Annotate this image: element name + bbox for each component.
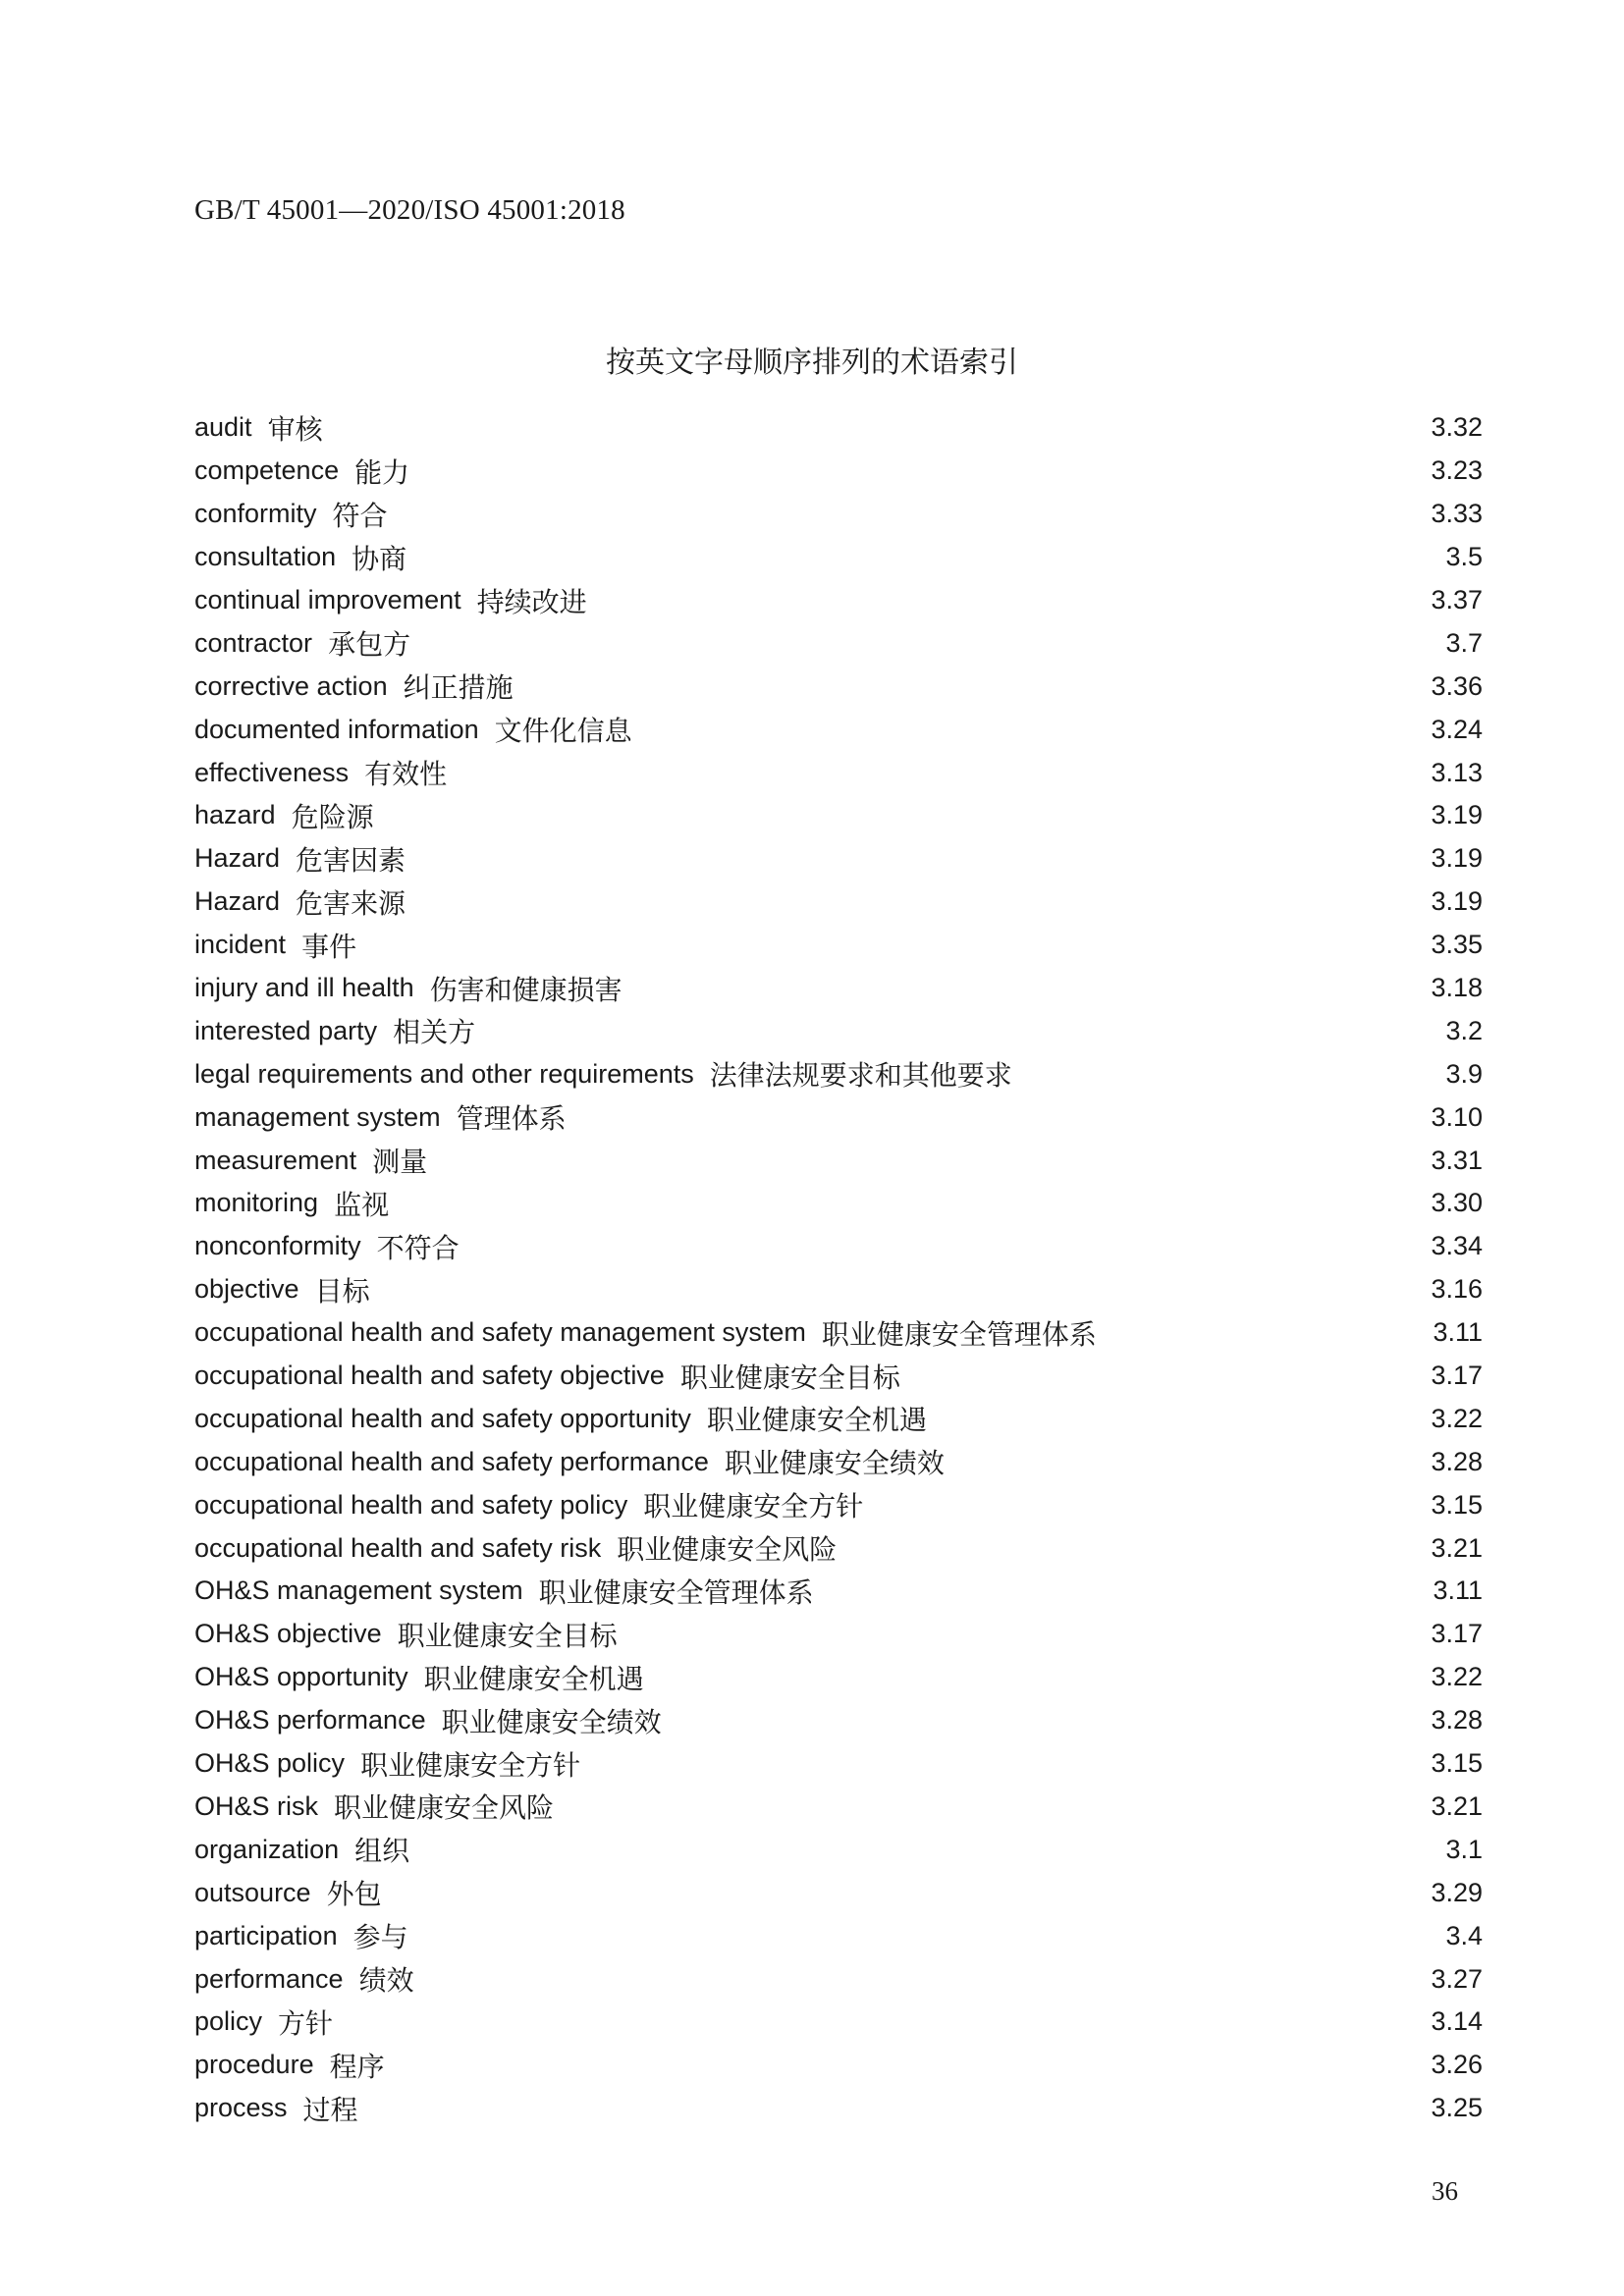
clause-reference: 3.19 xyxy=(1431,843,1483,874)
index-entry xyxy=(194,1397,1483,1440)
clause-reference: 3.21 xyxy=(1431,1532,1483,1563)
term-chinese: 监视 xyxy=(334,1188,390,1221)
page-number: 36 xyxy=(1432,2176,1458,2206)
index-entry xyxy=(194,1182,1483,1225)
index-entry-term xyxy=(194,1357,900,1396)
clause-reference: 3.37 xyxy=(1431,585,1483,614)
clause-reference: 3.35 xyxy=(1431,930,1483,960)
index-entry xyxy=(194,794,1483,837)
term-chinese: 协商 xyxy=(352,542,407,575)
clause-reference: 3.14 xyxy=(1431,2006,1483,2037)
term-english: OH&S objective xyxy=(194,1619,382,1649)
index-entry xyxy=(194,1742,1483,1786)
clause-reference: 3.25 xyxy=(1431,2093,1483,2123)
clause-reference: 3.22 xyxy=(1431,1662,1483,1692)
clause-reference: 3.15 xyxy=(1431,1489,1483,1520)
index-entry-term xyxy=(194,1270,370,1309)
clause-reference: 3.13 xyxy=(1431,757,1483,787)
clause-reference: 3.18 xyxy=(1431,973,1483,1003)
index-entry xyxy=(194,1570,1483,1613)
index-entry xyxy=(194,2001,1483,2044)
index-entry xyxy=(194,1699,1483,1742)
term-chinese: 外包 xyxy=(326,1878,382,1911)
term-english: occupational health and safety policy xyxy=(194,1489,628,1520)
term-english: consultation xyxy=(194,542,337,572)
term-english: competence xyxy=(194,455,340,486)
term-english: performance xyxy=(194,1963,344,1994)
term-english: occupational health and safety opportunity xyxy=(194,1403,691,1433)
clause-reference: 3.16 xyxy=(1431,1274,1483,1305)
index-entry xyxy=(194,1526,1483,1570)
term-english: Hazard xyxy=(194,886,281,917)
index-entry xyxy=(194,1828,1483,1871)
index-entry xyxy=(194,1656,1483,1699)
index-entry-term xyxy=(194,1399,927,1438)
index-entry-term xyxy=(194,1011,475,1050)
index-entry-term xyxy=(194,1054,1012,1094)
term-english: policy xyxy=(194,2006,263,2037)
index-entry xyxy=(194,1613,1483,1656)
term-chinese: 危害因素 xyxy=(296,843,406,877)
term-chinese: 过程 xyxy=(302,2093,358,2126)
term-english: occupational health and safety objective xyxy=(194,1361,665,1391)
index-entry-term xyxy=(194,1485,863,1524)
index-entry xyxy=(194,1268,1483,1311)
clause-reference: 3.4 xyxy=(1445,1920,1483,1950)
term-english: measurement xyxy=(194,1145,357,1175)
term-english: OH&S opportunity xyxy=(194,1662,408,1692)
term-chinese: 参与 xyxy=(352,1921,408,1954)
clause-reference: 3.5 xyxy=(1445,542,1483,572)
index-entry-term xyxy=(194,452,409,491)
term-chinese: 管理体系 xyxy=(456,1102,567,1136)
index-entry xyxy=(194,579,1483,622)
term-english: management system xyxy=(194,1101,441,1132)
index-entry-term xyxy=(194,408,323,448)
clause-reference: 3.34 xyxy=(1431,1231,1483,1261)
term-english: monitoring xyxy=(194,1188,319,1218)
index-entry xyxy=(194,837,1483,881)
index-entry-term xyxy=(194,882,406,922)
index-entry-term xyxy=(194,495,388,534)
index-entry xyxy=(194,2087,1483,2130)
index-entry-term xyxy=(194,2002,333,2042)
term-chinese: 程序 xyxy=(329,2050,385,2083)
index-entry xyxy=(194,751,1483,794)
clause-reference: 3.33 xyxy=(1431,499,1483,529)
index-entry-term xyxy=(194,1528,837,1568)
term-english: conformity xyxy=(194,499,317,529)
term-chinese: 职业健康安全机遇 xyxy=(423,1662,644,1695)
term-chinese: 职业健康安全风险 xyxy=(334,1791,555,1825)
term-english: organization xyxy=(194,1834,340,1864)
term-chinese: 职业健康安全目标 xyxy=(397,1619,618,1652)
index-entry xyxy=(194,621,1483,665)
clause-reference: 3.21 xyxy=(1431,1790,1483,1821)
index-entry xyxy=(194,1871,1483,1914)
term-chinese: 伤害和健康损害 xyxy=(429,973,623,1006)
clause-reference: 3.11 xyxy=(1433,1575,1483,1606)
term-chinese: 方针 xyxy=(278,2006,334,2040)
clause-reference: 3.26 xyxy=(1431,2050,1483,2080)
index-entry-term xyxy=(194,623,410,663)
term-english: occupational health and safety management system xyxy=(194,1317,806,1348)
clause-reference: 3.17 xyxy=(1431,1361,1483,1391)
clause-reference: 3.36 xyxy=(1431,670,1483,701)
index-entry-term xyxy=(194,2046,385,2085)
index-entry xyxy=(194,1355,1483,1398)
index-entry xyxy=(194,1914,1483,1957)
clause-reference: 3.7 xyxy=(1445,627,1483,658)
clause-reference: 3.23 xyxy=(1431,455,1483,486)
index-entry-term xyxy=(194,1744,580,1784)
term-chinese: 职业健康安全管理体系 xyxy=(538,1575,814,1609)
term-english: continual improvement xyxy=(194,585,461,614)
index-entry xyxy=(194,1483,1483,1526)
term-chinese: 相关方 xyxy=(393,1016,476,1049)
index-entry xyxy=(194,450,1483,493)
term-chinese: 法律法规要求和其他要求 xyxy=(709,1059,1012,1093)
index-entry xyxy=(194,536,1483,579)
index-entry-term xyxy=(194,1442,945,1481)
term-english: Hazard xyxy=(194,843,281,874)
index-entry-term xyxy=(194,1830,409,1869)
index-entry-term xyxy=(194,926,356,965)
index-entry-term xyxy=(194,753,447,792)
clause-reference: 3.27 xyxy=(1431,1963,1483,1994)
term-english: OH&S performance xyxy=(194,1705,426,1735)
index-entry xyxy=(194,1225,1483,1268)
clause-reference: 3.32 xyxy=(1431,412,1483,443)
index-entry xyxy=(194,881,1483,924)
index-title: 按英文字母顺序排列的术语索引 xyxy=(606,346,1018,380)
term-english: outsource xyxy=(194,1877,311,1907)
index-entry xyxy=(194,2044,1483,2087)
index-entry-term xyxy=(194,1615,618,1654)
term-chinese: 有效性 xyxy=(364,758,448,791)
index-entry xyxy=(194,1052,1483,1095)
index-entry-term xyxy=(194,538,406,577)
clause-reference: 3.19 xyxy=(1431,800,1483,830)
term-english: injury and ill health xyxy=(194,973,414,1003)
clause-reference: 3.9 xyxy=(1445,1058,1483,1089)
term-english: hazard xyxy=(194,800,276,830)
clause-reference: 3.11 xyxy=(1433,1317,1483,1348)
term-chinese: 危害来源 xyxy=(296,886,406,920)
term-chinese: 危险源 xyxy=(291,800,374,833)
standard-code-header: GB/T 45001—2020/ISO 45001:2018 xyxy=(194,194,625,226)
index-entry xyxy=(194,708,1483,751)
term-chinese: 职业健康安全方针 xyxy=(643,1490,864,1523)
clause-reference: 3.2 xyxy=(1445,1015,1483,1045)
term-english: process xyxy=(194,2093,288,2123)
clause-reference: 3.28 xyxy=(1431,1446,1483,1476)
term-english: objective xyxy=(194,1274,299,1305)
index-entry xyxy=(194,406,1483,450)
index-entry-term xyxy=(194,1873,382,1912)
index-entry xyxy=(194,924,1483,967)
term-chinese: 职业健康安全绩效 xyxy=(724,1447,945,1480)
term-english: documented information xyxy=(194,714,479,744)
term-chinese: 符合 xyxy=(332,499,388,532)
term-chinese: 能力 xyxy=(354,455,410,489)
index-entry-term xyxy=(194,1141,427,1180)
term-english: OH&S policy xyxy=(194,1748,346,1779)
clause-reference: 3.29 xyxy=(1431,1877,1483,1907)
term-chinese: 组织 xyxy=(354,1835,410,1868)
term-english: occupational health and safety risk xyxy=(194,1532,602,1563)
index-entry-term xyxy=(194,1658,644,1697)
term-chinese: 绩效 xyxy=(358,1964,414,1997)
index-entry-term xyxy=(194,1916,408,1955)
term-english: nonconformity xyxy=(194,1231,361,1261)
clause-reference: 3.31 xyxy=(1431,1145,1483,1175)
index-entry xyxy=(194,1440,1483,1483)
term-chinese: 承包方 xyxy=(328,628,411,662)
term-english: participation xyxy=(194,1920,338,1950)
index-entry xyxy=(194,1786,1483,1829)
clause-reference: 3.28 xyxy=(1431,1705,1483,1735)
clause-reference: 3.22 xyxy=(1431,1403,1483,1433)
clause-reference: 3.24 xyxy=(1431,714,1483,744)
index-entry-term xyxy=(194,581,587,620)
term-chinese: 测量 xyxy=(372,1146,428,1179)
term-chinese: 职业健康安全绩效 xyxy=(441,1705,662,1738)
term-chinese: 职业健康安全风险 xyxy=(617,1533,838,1567)
index-entry-term xyxy=(194,710,632,749)
term-chinese: 文件化信息 xyxy=(494,715,632,748)
term-chinese: 纠正措施 xyxy=(403,671,514,705)
term-english: OH&S risk xyxy=(194,1790,319,1821)
index-entry-term xyxy=(194,796,374,835)
index-entry-term xyxy=(194,1184,389,1223)
index-entry xyxy=(194,1009,1483,1052)
clause-reference: 3.30 xyxy=(1431,1188,1483,1218)
index-entry-term xyxy=(194,969,623,1008)
term-chinese: 职业健康安全方针 xyxy=(360,1748,581,1782)
index-entry-term xyxy=(194,1959,414,1999)
index-entry-term xyxy=(194,1572,814,1611)
term-index-list xyxy=(194,406,1483,2130)
clause-reference: 3.10 xyxy=(1431,1101,1483,1132)
term-english: procedure xyxy=(194,2050,314,2080)
index-entry-term xyxy=(194,1787,554,1826)
term-english: interested party xyxy=(194,1015,378,1045)
index-entry xyxy=(194,665,1483,708)
term-chinese: 职业健康安全机遇 xyxy=(706,1404,927,1437)
index-entry xyxy=(194,493,1483,536)
index-entry xyxy=(194,1139,1483,1182)
term-english: incident xyxy=(194,930,287,960)
term-chinese: 不符合 xyxy=(376,1231,460,1264)
term-chinese: 审核 xyxy=(267,412,323,446)
index-entry-term xyxy=(194,1097,567,1137)
clause-reference: 3.15 xyxy=(1431,1748,1483,1779)
index-entry-term xyxy=(194,1313,1097,1353)
term-chinese: 职业健康安全目标 xyxy=(679,1361,900,1394)
term-english: audit xyxy=(194,412,252,443)
index-entry xyxy=(194,967,1483,1010)
term-chinese: 事件 xyxy=(301,930,357,963)
term-chinese: 职业健康安全管理体系 xyxy=(821,1317,1097,1351)
index-entry xyxy=(194,1095,1483,1139)
index-entry-term xyxy=(194,1227,460,1266)
term-chinese: 持续改进 xyxy=(476,585,587,618)
index-entry xyxy=(194,1957,1483,2001)
clause-reference: 3.1 xyxy=(1445,1834,1483,1864)
term-chinese: 目标 xyxy=(314,1274,370,1308)
clause-reference: 3.19 xyxy=(1431,886,1483,917)
index-entry-term xyxy=(194,1701,662,1740)
index-entry-term xyxy=(194,839,406,879)
term-english: effectiveness xyxy=(194,757,350,787)
term-english: occupational health and safety performance xyxy=(194,1446,709,1476)
index-entry-term xyxy=(194,2089,358,2128)
index-entry xyxy=(194,1311,1483,1355)
index-entry-term xyxy=(194,667,514,706)
term-english: legal requirements and other requirements xyxy=(194,1058,694,1089)
term-english: contractor xyxy=(194,627,313,658)
term-english: OH&S management system xyxy=(194,1575,523,1606)
term-english: corrective action xyxy=(194,670,388,701)
clause-reference: 3.17 xyxy=(1431,1619,1483,1649)
